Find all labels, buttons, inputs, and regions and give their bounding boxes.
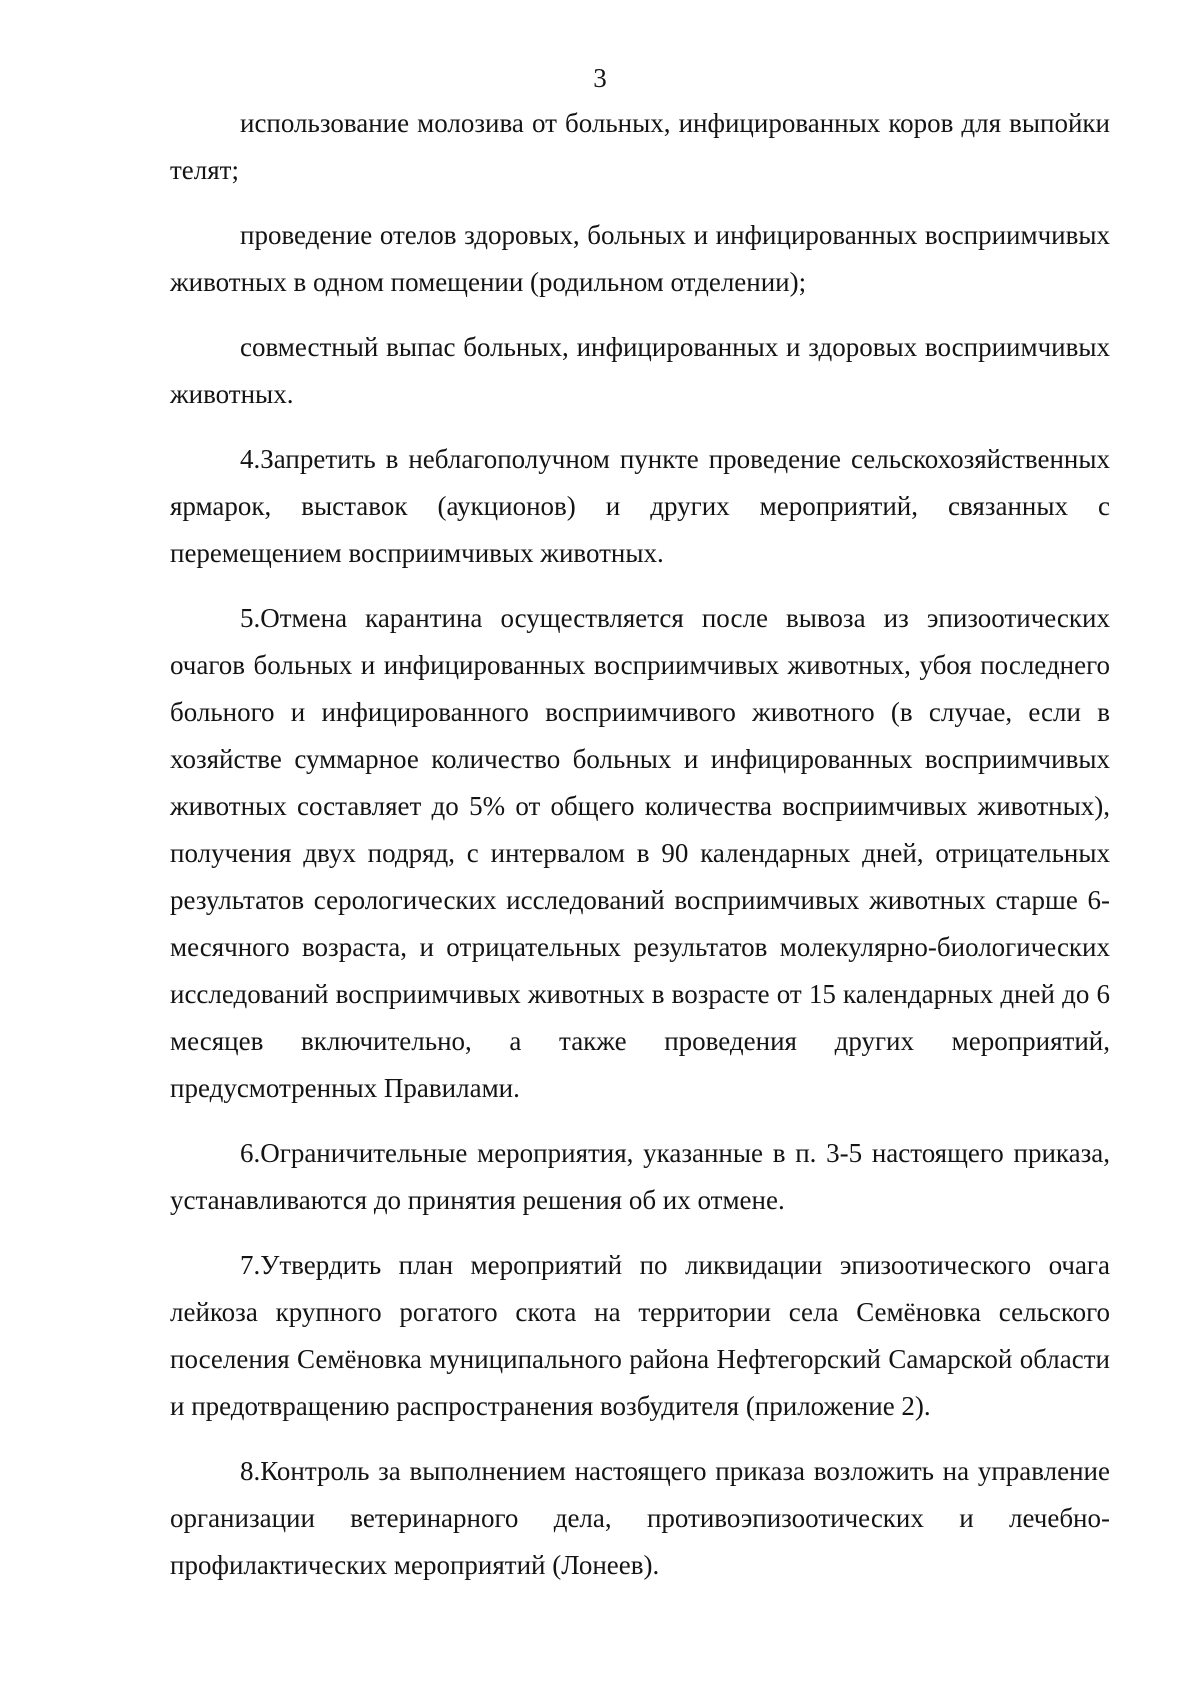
paragraph-item-7: 7.Утвердить план мероприятий по ликвидации эпизоотического очага лейкоза крупного рогатого скота на территории села Семёновка сельского поселения Семёновка муниципального района Нефтегорский Самарской области и предотвращению распространения возбудителя (приложение 2). [170, 1250, 1110, 1421]
paragraph-item-8: 8.Контроль за выполнением настоящего приказа возложить на управление организации ветеринарного дела, противоэпизоотических и лечебно-профилактических мероприятий (Лонеев). [170, 1456, 1110, 1580]
paragraph-colostrum: использование молозива от больных, инфицированных коров для выпойки телят; [170, 108, 1110, 185]
paragraph-item-5: 5.Отмена карантина осуществляется после вывоза из эпизоотических очагов больных и инфицированных восприимчивых животных, убоя последнего больного и инфицированного восприимчивого животного (в случае, если в хозяйстве суммарное количество больных и инфицированных восприимчивых животных составляет до 5% от общего количества восприимчивых животных), получения двух подряд, с интервалом в 90 календарных дней, отрицательных результатов серологических исследований восприимчивых животных старше 6-месячного возраста, и отрицательных результатов молекулярно-биологических исследований восприимчивых животных в возрасте от 15 календарных дней до 6 месяцев включительно, а также проведения других мероприятий, предусмотренных Правилами. [170, 603, 1110, 1103]
document-body [170, 100, 1110, 1607]
paragraph-item-4: 4.Запретить в неблагополучном пункте проведение сельскохозяйственных ярмарок, выставок (аукционов) и других мероприятий, связанных с перемещением восприимчивых животных. [170, 444, 1110, 568]
page-number: 3 [593, 63, 607, 93]
paragraph-calving: проведение отелов здоровых, больных и инфицированных восприимчивых животных в одном помещении (родильном отделении); [170, 220, 1110, 297]
paragraph-grazing: совместный выпас больных, инфицированных и здоровых восприимчивых животных. [170, 332, 1110, 409]
paragraph-item-6: 6.Ограничительные мероприятия, указанные в п. 3-5 настоящего приказа, устанавливаются до принятия решения об их отмене. [170, 1138, 1110, 1215]
